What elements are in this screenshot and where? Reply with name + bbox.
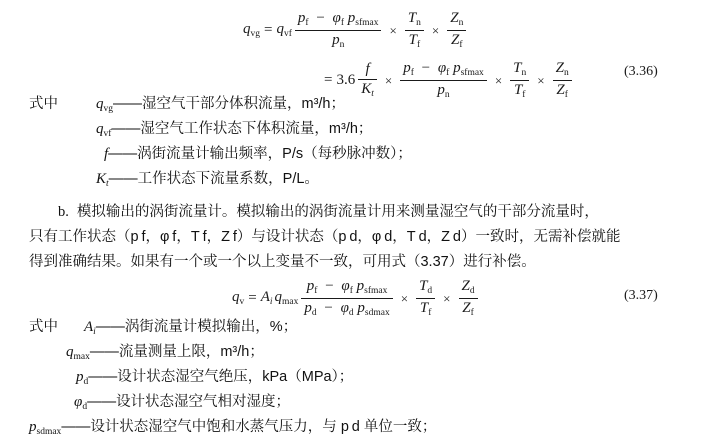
symbol-qvf-def: $q_{vf}$ [96,121,112,139]
fraction-compressibility-ratio-2: $\frac{Z_n}{Z_f}$ [553,60,572,101]
symbol-qvg: $q_{vg}$ [243,20,260,39]
equation-3-36-line-2 [320,60,575,101]
equation-3-36-line-1 [243,10,469,51]
where2-item-2: $p_d——$设计状态湿空气绝压，kPa（MPa）； [76,369,354,387]
equation-3-37 [232,278,481,319]
symbol-qmax-def: $q_{max}$ [66,344,90,362]
multiply-sign-5: × [537,72,545,88]
where2-item-4: $p_{sdmax}——$设计状态湿空气中饱和水蒸气压力，与 p d 单位一致； [29,419,437,437]
equation-number-3-36: (3.36) [624,64,658,79]
symbol-phid-def: $\varphi_d$ [74,394,88,412]
equation-number-3-37: (3.37) [624,288,658,303]
where1-item-3: Kt——工作状态下流量系数，P/L。 [96,171,319,189]
where1-item-0: $q_{vg}——$湿空气干部分体积流量，m³/h； [96,96,345,114]
fraction-temperature-ratio-2: $\frac{T_n}{T_f}$ [510,60,529,101]
paragraph-marker: b. [58,204,69,220]
symbol-qmax: $q_{max}$ [274,288,299,307]
symbol-ai: Ai [260,288,273,307]
paragraph-b-line-1: b. 模拟输出的涡街流量计。模拟输出的涡街流量计用来测量湿空气的干部分流量时， [58,204,599,220]
fraction-temperature-ratio: $\frac{T_n}{T_f}$ [405,10,424,51]
symbol-qvf: $q_{vf}$ [276,20,292,39]
where1-item-2: f——涡街流量计输出频率，P/s（每秒脉冲数）； [104,146,412,162]
multiply-sign-3: × [384,72,393,88]
fraction-pressure-ratio: $\frac{p_f - \varphi_f p_{sfmax}}{p_n}$ [295,10,382,51]
fraction-pressure-ratio-2: $\frac{p_f - \varphi_f p_{sfmax}}{p_n}$ [400,60,487,101]
fraction-compressibility-ratio: $\frac{Z_n}{Z_f}$ [447,10,466,51]
multiply-sign-4: × [494,72,503,88]
symbol-pd-def: $p_d$ [76,369,89,387]
where-label-1: 式中 [29,96,58,112]
multiply-sign-7: × [443,290,451,306]
where-label-2: 式中 [29,319,58,335]
equals-sign-2: = [324,71,333,88]
where2-item-3: $\varphi_d——$设计状态湿空气相对湿度； [74,394,291,412]
symbol-psdmax-def: $p_{sdmax}$ [29,419,62,437]
symbol-f-def: f [104,146,109,162]
paragraph-b-line-3: 得到准确结果。如果有一个或一个以上变量不一致，可用式（3.37）进行补偿。 [29,254,536,270]
equals-sign: = [264,21,273,38]
symbol-qv: $q_v$ [232,288,245,307]
fraction-temperature-ratio-3: $\frac{T_d}{T_f}$ [416,278,435,319]
equals-sign-3: = [248,289,257,306]
paragraph-b-line-2: 只有工作状态（p f，φ f，T f，Z f）与设计状态（p d，φ d，T d，Z d）一致时，无需补偿就能 [29,229,621,245]
multiply-sign-2: × [431,22,440,38]
fraction-compressibility-ratio-3: $\frac{Z_d}{Z_f}$ [459,278,478,319]
multiply-sign-6: × [400,290,409,306]
multiply-sign-1: × [389,22,397,38]
symbol-ai-def: Ai [84,319,96,337]
where2-item-1: $q_{max}——$流量测量上限，m³/h； [66,344,264,362]
fraction-f-over-kt: $\frac{f}{Kt}$ [358,61,377,100]
fraction-pressure-ratio-3: $\frac{p_f - \varphi_f p_{sfmax}}{p_d - \varphi_d p_{sdmax}}$ [301,278,392,319]
symbol-qvg-def: $q_{vg}$ [96,96,113,114]
symbol-kt-def: Kt [96,171,109,189]
where2-item-0: Ai——涡街流量计模拟输出，%； [84,319,298,337]
where1-item-1: $q_{vf}——$湿空气工作状态下体积流量，m³/h； [96,121,373,139]
coefficient-3-6: 3.6 [336,71,356,88]
